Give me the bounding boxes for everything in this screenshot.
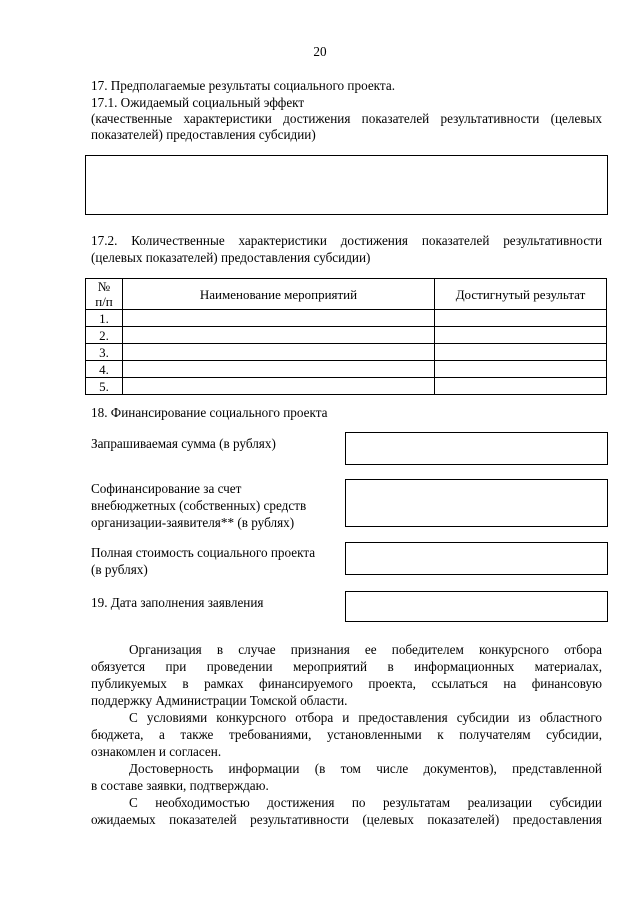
col-name-header: Наименование мероприятий [123, 279, 435, 310]
section-17-1-desc-line1: (качественные характеристики достижения показателей результативности (целевых [91, 111, 602, 126]
cofinancing-label-line3: организации-заявителя** (в рублях) [91, 515, 295, 530]
paragraph-line: С условиями конкурсного отбора и предоставления субсидии из областного [129, 710, 602, 725]
row-name-cell[interactable] [123, 327, 435, 344]
table-row [86, 310, 607, 327]
section-17-2-line1: 17.2. Количественные характеристики достижения показателей результативности [91, 233, 602, 248]
paragraph-indicators [91, 794, 602, 828]
row-number: 3. [86, 344, 123, 361]
col-number-header [86, 279, 123, 310]
row-number: 4. [86, 361, 123, 378]
row-result-cell[interactable] [435, 361, 607, 378]
paragraph-line: ожидаемых показателей результативности (целевых показателей) предоставления [91, 812, 602, 827]
row-name-cell[interactable] [123, 344, 435, 361]
paragraph-line: С необходимостью достижения по результатам реализации субсидии [129, 795, 602, 810]
table-row [86, 327, 607, 344]
total-cost-label-line1: Полная стоимость социального проекта [91, 545, 316, 560]
requested-sum-field[interactable] [345, 432, 608, 465]
cofinancing-label-line1: Софинансирование за счет [91, 481, 242, 496]
paragraph-line: Достоверность информации (в том числе документов), представленной [129, 761, 602, 776]
row-number: 1. [86, 310, 123, 327]
page-number: 20 [313, 44, 327, 59]
section-19-title: 19. Дата заполнения заявления [91, 595, 264, 610]
row-name-cell[interactable] [123, 361, 435, 378]
table-row [86, 378, 607, 395]
row-result-cell[interactable] [435, 344, 607, 361]
total-cost-field[interactable] [345, 542, 608, 575]
paragraph-line: в составе заявки, подтверждаю. [91, 778, 269, 793]
total-cost-label-line2: (в рублях) [91, 562, 148, 577]
paragraph-accuracy [91, 760, 602, 794]
paragraph-line: бюджета, а также требованиями, установленными к получателям субсидии, [91, 727, 602, 742]
paragraph-conditions [91, 709, 602, 760]
section-17-2-line2: (целевых показателей) предоставления субсидии) [91, 250, 371, 265]
results-table [85, 278, 607, 395]
table-row [86, 344, 607, 361]
cofinancing-field[interactable] [345, 479, 608, 527]
application-date-field[interactable] [345, 591, 608, 622]
col-number-line2: п/п [95, 294, 113, 309]
section-17-1-title: 17.1. Ожидаемый социальный эффект [91, 95, 305, 110]
row-result-cell[interactable] [435, 327, 607, 344]
row-name-cell[interactable] [123, 378, 435, 395]
paragraph-line: обязуется при проведении мероприятий в информационных материалах, [91, 659, 602, 674]
row-number: 2. [86, 327, 123, 344]
social-effect-field[interactable] [85, 155, 608, 215]
row-result-cell[interactable] [435, 378, 607, 395]
table-header-row [86, 279, 607, 310]
paragraph-line: ознакомлен и согласен. [91, 744, 222, 759]
table-row [86, 361, 607, 378]
section-17-1-desc-line2: показателей) предоставления субсидии) [91, 127, 316, 142]
requested-sum-label: Запрашиваемая сумма (в рублях) [91, 436, 276, 451]
paragraph-publicity [91, 641, 602, 709]
section-17-title: 17. Предполагаемые результаты социального проекта. [91, 78, 395, 93]
col-result-header: Достигнутый результат [435, 279, 607, 310]
row-name-cell[interactable] [123, 310, 435, 327]
section-18-title: 18. Финансирование социального проекта [91, 405, 328, 420]
col-number-line1: № [97, 279, 111, 294]
row-number: 5. [86, 378, 123, 395]
cofinancing-label-line2: внебюджетных (собственных) средств [91, 498, 307, 513]
row-result-cell[interactable] [435, 310, 607, 327]
paragraph-line: Организация в случае признания ее победителем конкурсного отбора [129, 642, 602, 657]
paragraph-line: публикуемых в рамках финансируемого проекта, ссылаться на финансовую [91, 676, 602, 691]
paragraph-line: поддержку Администрации Томской области. [91, 693, 348, 708]
